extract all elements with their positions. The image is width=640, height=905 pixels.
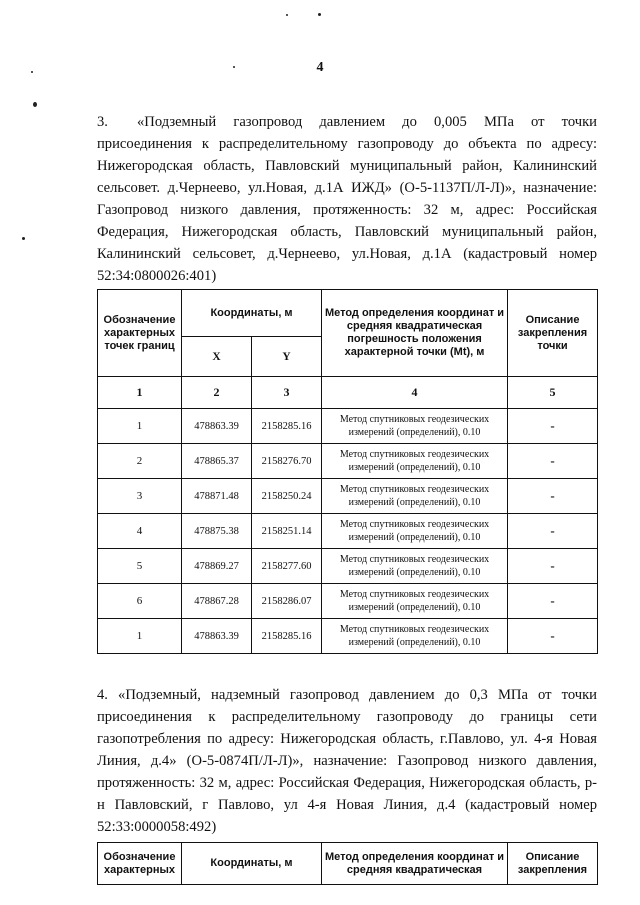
x-cell: 478867.28	[182, 584, 252, 619]
item-3-number: 3.	[97, 114, 108, 130]
item-4-paragraph: 4. «Подземный, надземный газопровод давлением до 0,3 МПа от точки присоединения к распределительному газопроводу до границы сети газопотребления по адресу: Нижегородская область, г.Павлово, ул. 4-я Новая Линия, д.4» (О-5-0874П/Л-Л)», назначение: Газопровод низкого давления, протяженность: 32 м, адрес: Российская Федерация, Нижегородская область, р-н Павловский, г Павлово, ул 4-я Новая Линия, д.4 (кадастровый номер 52:33:0000058:492)	[97, 687, 597, 835]
method-cell: Метод спутниковых геодезических измерений (определений), 0.10	[322, 584, 508, 619]
header-y: Y	[252, 337, 322, 377]
desc-cell: -	[508, 444, 598, 479]
point-cell: 6	[98, 584, 182, 619]
header-points: Обозначение характерных точек границ	[98, 290, 182, 377]
desc-cell: -	[508, 549, 598, 584]
header-coords: Координаты, м	[182, 843, 322, 885]
y-cell: 2158276.70	[252, 444, 322, 479]
y-cell: 2158285.16	[252, 409, 322, 444]
scan-speck	[318, 13, 321, 16]
table-row	[98, 444, 598, 479]
index-cell: 1	[98, 377, 182, 409]
x-cell: 478863.39	[182, 619, 252, 654]
table-row	[98, 479, 598, 514]
point-cell: 4	[98, 514, 182, 549]
scan-speck	[33, 102, 37, 107]
desc-cell: -	[508, 514, 598, 549]
scan-speck	[22, 237, 25, 240]
desc-cell: -	[508, 409, 598, 444]
index-cell: 3	[252, 377, 322, 409]
header-method: Метод определения координат и средняя квадратическая погрешность положения характерной точки (Mt), м	[322, 290, 508, 377]
table-row	[98, 584, 598, 619]
header-method: Метод определения координат и средняя квадратическая	[322, 843, 508, 885]
point-cell: 5	[98, 549, 182, 584]
desc-cell: -	[508, 584, 598, 619]
scan-speck	[286, 14, 288, 16]
coordinates-table-1	[97, 289, 598, 654]
index-cell: 5	[508, 377, 598, 409]
point-cell: 1	[98, 409, 182, 444]
y-cell: 2158251.14	[252, 514, 322, 549]
header-x: X	[182, 337, 252, 377]
x-cell: 478875.38	[182, 514, 252, 549]
header-points: Обозначение характерных	[98, 843, 182, 885]
table-row	[98, 619, 598, 654]
table-row	[98, 514, 598, 549]
desc-cell: -	[508, 619, 598, 654]
item-3-paragraph	[97, 111, 597, 287]
y-cell: 2158250.24	[252, 479, 322, 514]
header-description: Описание закрепления	[508, 843, 598, 885]
point-cell: 3	[98, 479, 182, 514]
item-3-text: «Подземный газопровод давлением до 0,005 МПа от точки присоединения к распределительному газопроводу до объекта по адресу: Нижегородская область, Павловский муниципальный район, Калининский сельсовет. д.Чернеево, ул.Новая, д.1А ИЖД» (О-5-1137П/Л-Л)», назначение: Газопровод низкого давления, протяженность: 32 м, адрес: Российская Федерация, Нижегородская область, Павловский муниципальный район, Калининский сельсовет, д.Чернеево, ул.Новая, д.1А (кадастровый номер 52:34:0800026:401)	[97, 114, 597, 284]
point-cell: 1	[98, 619, 182, 654]
y-cell: 2158277.60	[252, 549, 322, 584]
method-cell: Метод спутниковых геодезических измерений (определений), 0.10	[322, 514, 508, 549]
desc-cell: -	[508, 479, 598, 514]
x-cell: 478871.48	[182, 479, 252, 514]
y-cell: 2158286.07	[252, 584, 322, 619]
y-cell: 2158285.16	[252, 619, 322, 654]
header-description: Описание закрепления точки	[508, 290, 598, 377]
method-cell: Метод спутниковых геодезических измерений (определений), 0.10	[322, 409, 508, 444]
x-cell: 478863.39	[182, 409, 252, 444]
index-cell: 4	[322, 377, 508, 409]
index-cell: 2	[182, 377, 252, 409]
header-coords: Координаты, м	[182, 290, 322, 337]
method-cell: Метод спутниковых геодезических измерений (определений), 0.10	[322, 444, 508, 479]
table-row	[98, 549, 598, 584]
method-cell: Метод спутниковых геодезических измерений (определений), 0.10	[322, 479, 508, 514]
table-row	[98, 409, 598, 444]
method-cell: Метод спутниковых геодезических измерений (определений), 0.10	[322, 549, 508, 584]
index-row	[98, 377, 598, 409]
coordinates-table-2	[97, 842, 598, 885]
x-cell: 478869.27	[182, 549, 252, 584]
method-cell: Метод спутниковых геодезических измерений (определений), 0.10	[322, 619, 508, 654]
page-number: 4	[316, 60, 324, 75]
x-cell: 478865.37	[182, 444, 252, 479]
point-cell: 2	[98, 444, 182, 479]
